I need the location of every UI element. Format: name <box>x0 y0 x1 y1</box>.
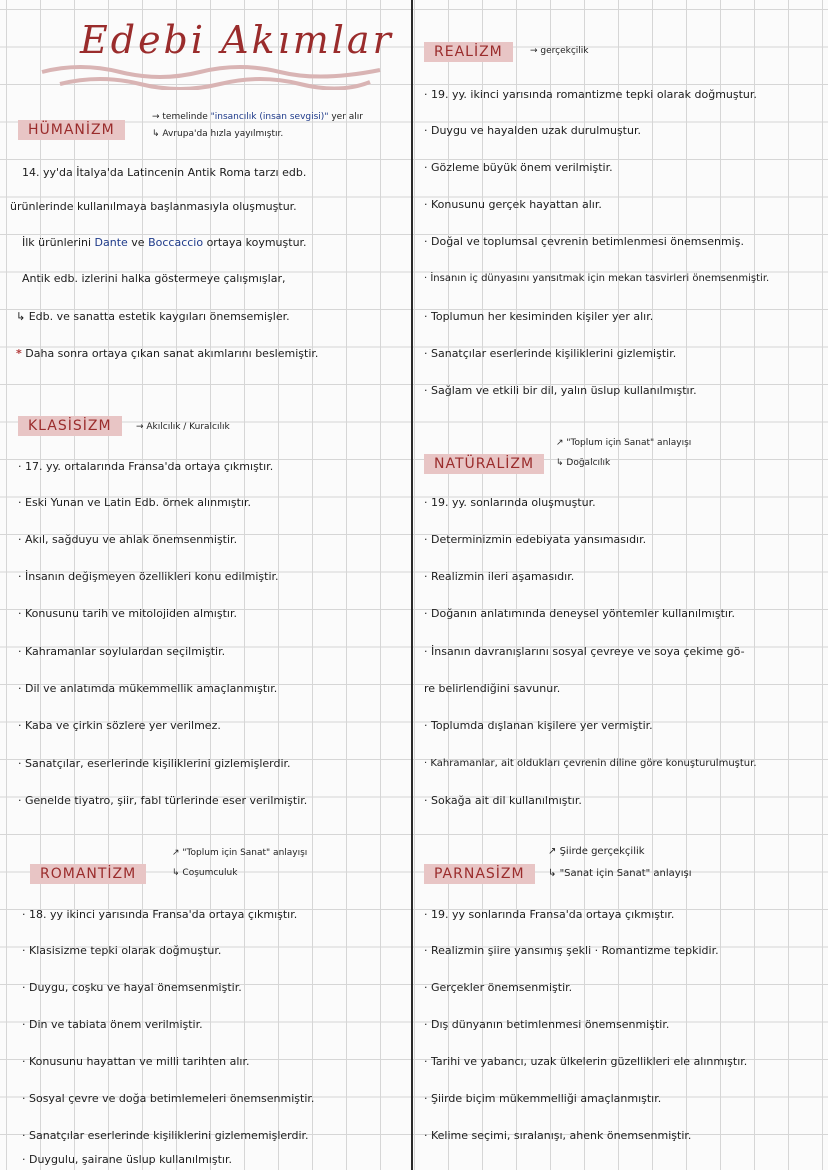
romantizm-line: · 18. yy ikinci yarısında Fransa'da ortaya çıkmıştır. <box>22 908 298 921</box>
realizm-line: · Sanatçılar eserlerinde kişiliklerini gizlemiştir. <box>424 347 677 360</box>
parnasizm-line: · Realizmin şiire yansımış şekli · Romantizme tepkidir. <box>424 944 719 957</box>
realizm-line: · İnsanın iç dünyasını yansıtmak için mekan tasvirleri önemsenmiştir. <box>424 273 770 284</box>
parnasizm-line: · Dış dünyanın betimlenmesi önemsenmiştir. <box>424 1018 670 1031</box>
klasisizm-line: · İnsanın değişmeyen özellikleri konu edilmiştir. <box>18 570 279 583</box>
parnasizm-line: · 19. yy sonlarında Fransa'da ortaya çıkmıştır. <box>424 908 675 921</box>
klasisizm-heading: KLASİSİZM <box>18 416 122 436</box>
parnasizm-line: · Şiirde biçim mükemmelliği amaçlanmıştır. <box>424 1092 662 1105</box>
page-title: Edebi Akımlar <box>80 18 394 62</box>
parnasizm-line: · Kelime seçimi, sıralanışı, ahenk önemsenmiştir. <box>424 1129 692 1142</box>
klasisizm-line: · Konusunu tarih ve mitolojiden almıştır. <box>18 607 237 620</box>
parnasizm-note-2: ↳ "Sanat için Sanat" anlayışı <box>548 868 692 879</box>
parnasizm-heading: PARNASİZM <box>424 864 535 884</box>
romantizm-note-2: ↳ Coşumculuk <box>172 868 238 878</box>
naturalizm-note-2: ↳ Doğalcılık <box>556 458 611 468</box>
naturalizm-line: · Toplumda dışlanan kişilere yer vermiştir. <box>424 719 653 732</box>
klasisizm-line: · Akıl, sağduyu ve ahlak önemsenmiştir. <box>18 533 238 546</box>
realizm-line: · Toplumun her kesiminden kişiler yer alır. <box>424 310 654 323</box>
klasisizm-line: · 17. yy. ortalarında Fransa'da ortaya çıkmıştır. <box>18 460 274 473</box>
naturalizm-line: · 19. yy. sonlarında oluşmuştur. <box>424 496 596 509</box>
realizm-heading: REALİZM <box>424 42 513 62</box>
humanizm-line: 14. yy'da İtalya'da Latincenin Antik Roma tarzı edb. <box>22 166 307 179</box>
humanizm-line: * Daha sonra ortaya çıkan sanat akımlarını beslemiştir. <box>16 347 319 360</box>
naturalizm-line: · Realizmin ileri aşamasıdır. <box>424 570 575 583</box>
klasisizm-line: · Dil ve anlatımda mükemmellik amaçlanmıştır. <box>18 682 278 695</box>
parnasizm-line: · Gerçekler önemsenmiştir. <box>424 981 573 994</box>
realizm-note: → gerçekçilik <box>530 46 589 56</box>
column-divider <box>411 0 413 1170</box>
humanizm-line: İlk ürünlerini Dante ve Boccaccio ortaya koymuştur. <box>22 236 307 249</box>
humanizm-note-1: → temelinde "insancılık (insan sevgisi)" yer alır <box>152 112 363 122</box>
klasisizm-line: · Genelde tiyatro, şiir, fabl türlerinde eser verilmiştir. <box>18 794 308 807</box>
romantizm-heading: ROMANTİZM <box>30 864 146 884</box>
klasisizm-note: → Akılcılık / Kuralcılık <box>136 422 230 432</box>
naturalizm-line: re belirlendiğini savunur. <box>424 682 561 695</box>
humanizm-note-2: ↳ Avrupa'da hızla yayılmıştır. <box>152 129 284 139</box>
klasisizm-line: · Kaba ve çirkin sözlere yer verilmez. <box>18 719 221 732</box>
realizm-line: · Duygu ve hayalden uzak durulmuştur. <box>424 124 641 137</box>
romantizm-note-1: ↗ "Toplum için Sanat" anlayışı <box>172 848 308 858</box>
naturalizm-line: · Doğanın anlatımında deneysel yöntemler kullanılmıştır. <box>424 607 735 620</box>
romantizm-line: · Sosyal çevre ve doğa betimlemeleri önemsenmiştir. <box>22 1092 315 1105</box>
romantizm-line: · Din ve tabiata önem verilmiştir. <box>22 1018 203 1031</box>
humanizm-line: Antik edb. izlerini halka göstermeye çalışmışlar, <box>22 272 286 285</box>
romantizm-line: · Duygu, coşku ve hayal önemsenmiştir. <box>22 981 242 994</box>
romantizm-line: · Konusunu hayattan ve milli tarihten alır. <box>22 1055 250 1068</box>
title-underline-wave <box>40 62 385 90</box>
realizm-line: · Gözleme büyük önem verilmiştir. <box>424 161 613 174</box>
parnasizm-note-1: ↗ Şiirde gerçekçilik <box>548 846 645 857</box>
naturalizm-line: · Sokağa ait dil kullanılmıştır. <box>424 794 582 807</box>
realizm-line: · Konusunu gerçek hayattan alır. <box>424 198 602 211</box>
klasisizm-line: · Eski Yunan ve Latin Edb. örnek alınmıştır. <box>18 496 251 509</box>
naturalizm-note-1: ↗ "Toplum için Sanat" anlayışı <box>556 438 692 448</box>
humanizm-line: ↳ Edb. ve sanatta estetik kaygıları önemsemişler. <box>16 310 290 323</box>
realizm-line: · Doğal ve toplumsal çevrenin betimlenmesi önemsenmiş. <box>424 235 744 248</box>
humanizm-heading: HÜMANİZM <box>18 120 125 140</box>
naturalizm-line: · İnsanın davranışlarını sosyal çevreye ve soya çekime gö- <box>424 645 745 658</box>
romantizm-line: · Duygulu, şairane üslup kullanılmıştır. <box>22 1153 232 1166</box>
realizm-line: · Sağlam ve etkili bir dil, yalın üslup kullanılmıştır. <box>424 384 697 397</box>
parnasizm-line: · Tarihi ve yabancı, uzak ülkelerin güzellikleri ele alınmıştır. <box>424 1055 748 1068</box>
naturalizm-heading: NATÜRALİZM <box>424 454 544 474</box>
romantizm-line: · Sanatçılar eserlerinde kişiliklerini gizlememişlerdir. <box>22 1129 309 1142</box>
klasisizm-line: · Kahramanlar soylulardan seçilmiştir. <box>18 645 226 658</box>
naturalizm-line: · Kahramanlar, ait oldukları çevrenin diline göre konuşturulmuştur. <box>424 758 757 769</box>
romantizm-line: · Klasisizme tepki olarak doğmuştur. <box>22 944 222 957</box>
realizm-line: · 19. yy. ikinci yarısında romantizme tepki olarak doğmuştur. <box>424 88 757 101</box>
naturalizm-line: · Determinizmin edebiyata yansımasıdır. <box>424 533 647 546</box>
klasisizm-line: · Sanatçılar, eserlerinde kişiliklerini gizlemişlerdir. <box>18 757 291 770</box>
humanizm-line: ürünlerinde kullanılmaya başlanmasıyla oluşmuştur. <box>10 200 297 213</box>
